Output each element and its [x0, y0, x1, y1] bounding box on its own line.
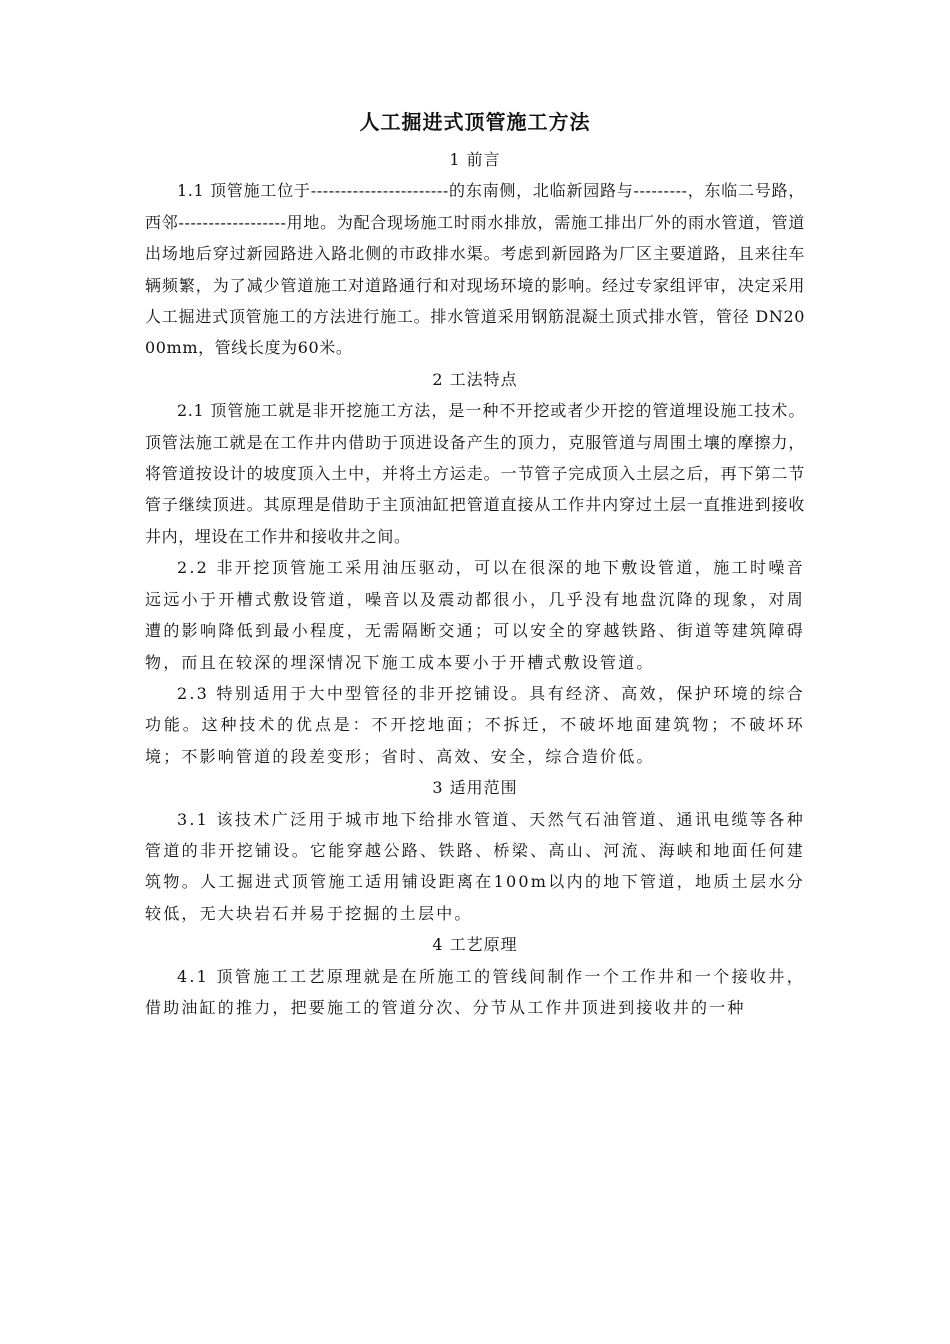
section-heading: 3 适用范围: [432, 778, 518, 798]
paragraph: 2.2 非开挖顶管施工采用油压驱动，可以在很深的地下敷设管道，施工时噪音远远小于开槽式敷设管道，噪音以及震动都很小，几乎没有地盘沉降的现象，对周遭的影响降低到最小程度，无需隔断交通；可以安全的穿越铁路、街道等建筑障碍物，而且在较深的埋深情况下施工成本要小于开槽式敷设管道。: [145, 558, 805, 672]
section-heading: 2 工法特点: [432, 369, 518, 389]
section-heading: 1 前言: [449, 150, 501, 169]
paragraph: 3.1 该技术广泛用于城市地下给排水管道、天然气石油管道、通讯电缆等各种管道的非开挖铺设。它能穿越公路、铁路、桥梁、高山、河流、海峡和地面任何建筑物。人工掘进式顶管施工适用铺设距离在100m以内的地下管道，地质土层水分较低，无大块岩石并易于挖掘的土层中。: [145, 809, 805, 923]
paragraph: 4.1 顶管施工工艺原理就是在所施工的管线间制作一个工作井和一个接收井，借助油缸的推力，把要施工的管道分次、分节从工作井顶进到接收井的一种: [145, 966, 805, 1017]
section-heading: 4 工艺原理: [432, 935, 518, 955]
document-body: [145, 144, 805, 1023]
paragraph: 2.3 特别适用于大中型管径的非开挖铺设。具有经济、高效，保护环境的综合功能。这种技术的优点是：不开挖地面；不拆迁，不破坏地面建筑物；不破坏环境；不影响管道的段差变形；省时、高效、安全，综合造价低。: [145, 683, 805, 766]
paragraph: 1.1 顶管施工位于-----------------------的东南侧，北临新园路与---------，东临二号路，西邻------------------用地。为配合现场施工时雨水排放，需施工排出厂外的雨水管道，管道出场地后穿过新园路进入路北侧的市政排水渠。考虑到新园路为厂区主要道路，且来往车辆频繁，为了减少管道施工对道路通行和对现场环境的影响。经过专家组评审，决定采用人工掘进式顶管施工的方法进行施工。排水管道采用钢筋混凝土顶式排水管，管径 DN2000mm，管线长度为60米。: [145, 181, 805, 358]
paragraph: 2.1 顶管施工就是非开挖施工方法，是一种不开挖或者少开挖的管道埋设施工技术。顶管法施工就是在工作井内借助于顶进设备产生的顶力，克服管道与周围土壤的摩擦力，将管道按设计的坡度顶入土中，并将土方运走。一节管子完成顶入土层之后，再下第二节管子继续顶进。其原理是借助于主顶油缸把管道直接从工作井内穿过土层一直推进到接收井内，埋设在工作井和接收井之间。: [145, 401, 805, 546]
document-title: 人工掘进式顶管施工方法: [359, 110, 591, 134]
